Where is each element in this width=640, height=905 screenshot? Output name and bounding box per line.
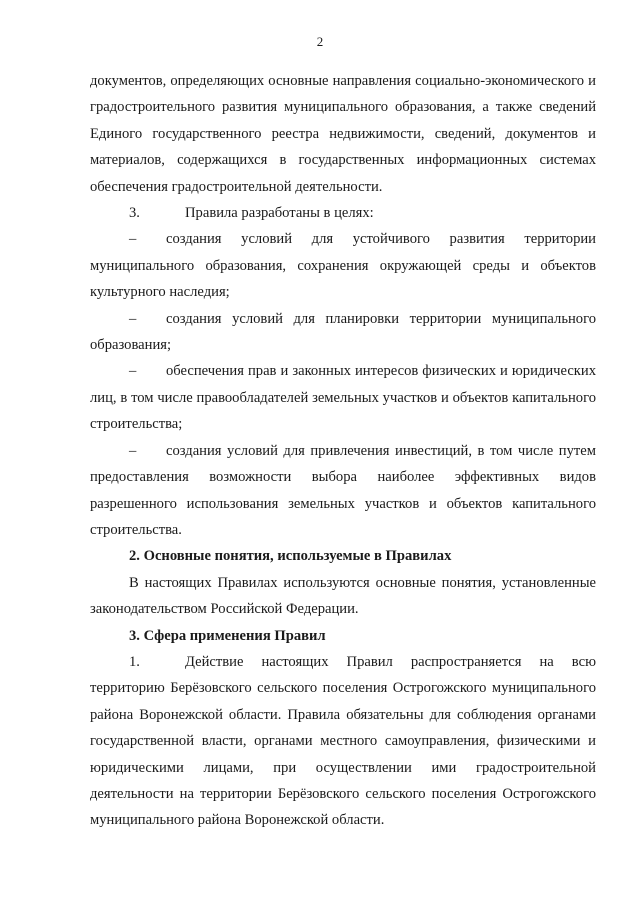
goal-item-rights (90, 358, 596, 437)
goal-item-investments (90, 438, 596, 544)
paragraph-scope (90, 649, 596, 834)
goal-item-planning (90, 306, 596, 359)
page-number: 2 (316, 34, 324, 49)
goal-item-text: создания условий для планировки территории муниципального образования; (90, 310, 596, 354)
document-body (90, 68, 596, 834)
section-heading-basic-concepts: 2. Основные понятия, используемые в Правилах (129, 548, 452, 565)
section-heading-scope: 3. Сфера применения Правил (129, 627, 326, 644)
dash-marker: – (129, 442, 137, 459)
scope-text: Действие настоящих Правил распространяется на всю территорию Берёзовского сельского поселения Острогожского муниципального района Воронежской области. Правила обязательны для соблюдения органами государственной власти, органами местного самоуправления, физическими и юридическими лицами, при осуществлении ими градостроительной деятельности на территории Берёзовского сельского поселения Острогожского муниципального района Воронежской области. (90, 653, 596, 829)
goal-item-sustainable-development (90, 226, 596, 305)
dash-marker: – (129, 231, 137, 248)
dash-marker: – (129, 310, 137, 327)
goal-item-text: обеспечения прав и законных интересов физических и юридических лиц, в том числе правообладателей земельных участков и объектов капитального строительства; (90, 363, 596, 433)
goal-item-text: создания условий для привлечения инвестиций, в том числе путем предоставления возможности выбора наиболее эффективных видов разрешенного использования земельных участков и объектов капитального строительства. (90, 442, 596, 538)
paragraph-goals-intro (90, 200, 596, 226)
paragraph-sources: документов, определяющих основные направления социально-экономического и градостроительного развития муниципального образования, а также сведений Единого государственного реестра недвижимости, сведений, документов и материалов, содержащихся в государственных информационных системах обеспечения градостроительной деятельности. (90, 73, 596, 195)
paragraph-basic-concepts: В настоящих Правилах используются основные понятия, установленные законодательством Российской Федерации. (90, 574, 596, 618)
item-number: 3. (129, 205, 140, 222)
goals-intro-text: Правила разработаны в целях: (185, 205, 374, 222)
item-number: 1. (129, 653, 140, 670)
dash-marker: – (129, 363, 137, 380)
goal-item-text: создания условий для устойчивого развития территории муниципального образования, сохранения окружающей среды и объектов культурного наследия; (90, 231, 596, 301)
